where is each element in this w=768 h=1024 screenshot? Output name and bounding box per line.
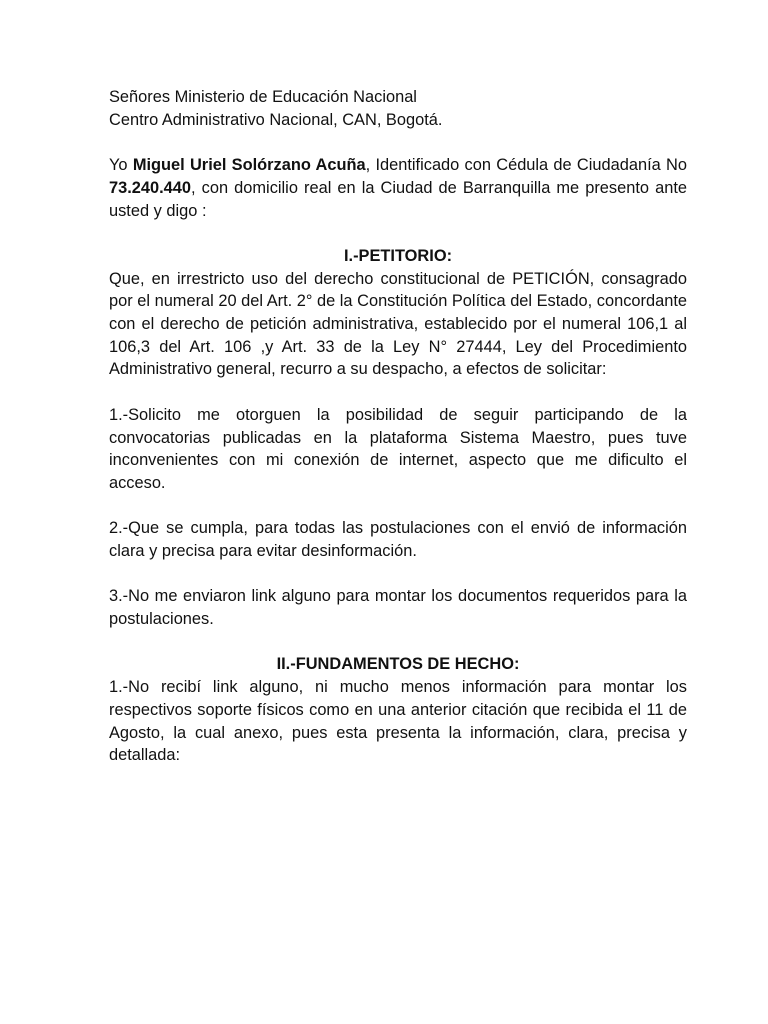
intro-after-name: , Identificado con Cédula de Ciudadanía No [365, 156, 687, 175]
addressee-line-1: Señores Ministerio de Educación Nacional [109, 88, 417, 106]
intro-yo: Yo [109, 156, 128, 175]
intro-after-cedula: , con domicilio real en la Ciudad de Barranquilla me presento ante usted y digo : [109, 178, 687, 220]
intro-paragraph [109, 154, 687, 222]
section-heading-petitorio: I.-PETITORIO: [343, 246, 453, 265]
petitorio-body: Que, en irrestricto uso del derecho constitucional de PETICIÓN, consagrado por el numeral 20 del Art. 2° de la Constitución Política del Estado, concordante con el derecho de petición administrativa, establecido por el numeral 106,1 al 106,3 del Art. 106 ,y Art. 33 de la Ley N° 27444, Ley del Procedimiento Administrativo general, recurro a su despacho, a efectos de solicitar: [109, 269, 687, 379]
fundamentos-body: 1.-No recibí link alguno, ni mucho menos información para montar los respectivos soporte físicos como en una anterior citación que recibida el 11 de Agosto, la cual anexo, pues esta presenta la información, clara, precisa y detallada: [109, 678, 687, 765]
petitorio-item-2: 2.-Que se cumpla, para todas las postulaciones con el envió de información clara y precisa para evitar desinformación. [109, 519, 687, 560]
addressee-line-2: Centro Administrativo Nacional, CAN, Bogotá. [109, 110, 443, 129]
document-page [109, 86, 687, 790]
petitioner-name: Miguel Uriel Solórzano Acuña [132, 156, 366, 175]
petitorio-item-3: 3.-No me enviaron link alguno para montar los documentos requeridos para la postulaciones. [109, 587, 687, 629]
petitorio-item-1: 1.-Solicito me otorguen la posibilidad de seguir participando de la convocatorias publicadas en la plataforma Sistema Maestro, pues tuve inconvenientes con mi conexión de internet, aspecto que me dificulto el acceso. [109, 405, 687, 492]
cedula-number: 73.240.440 [109, 178, 192, 197]
section-heading-fundamentos: II.-FUNDAMENTOS DE HECHO: [276, 655, 520, 674]
addressee-block [109, 86, 687, 131]
